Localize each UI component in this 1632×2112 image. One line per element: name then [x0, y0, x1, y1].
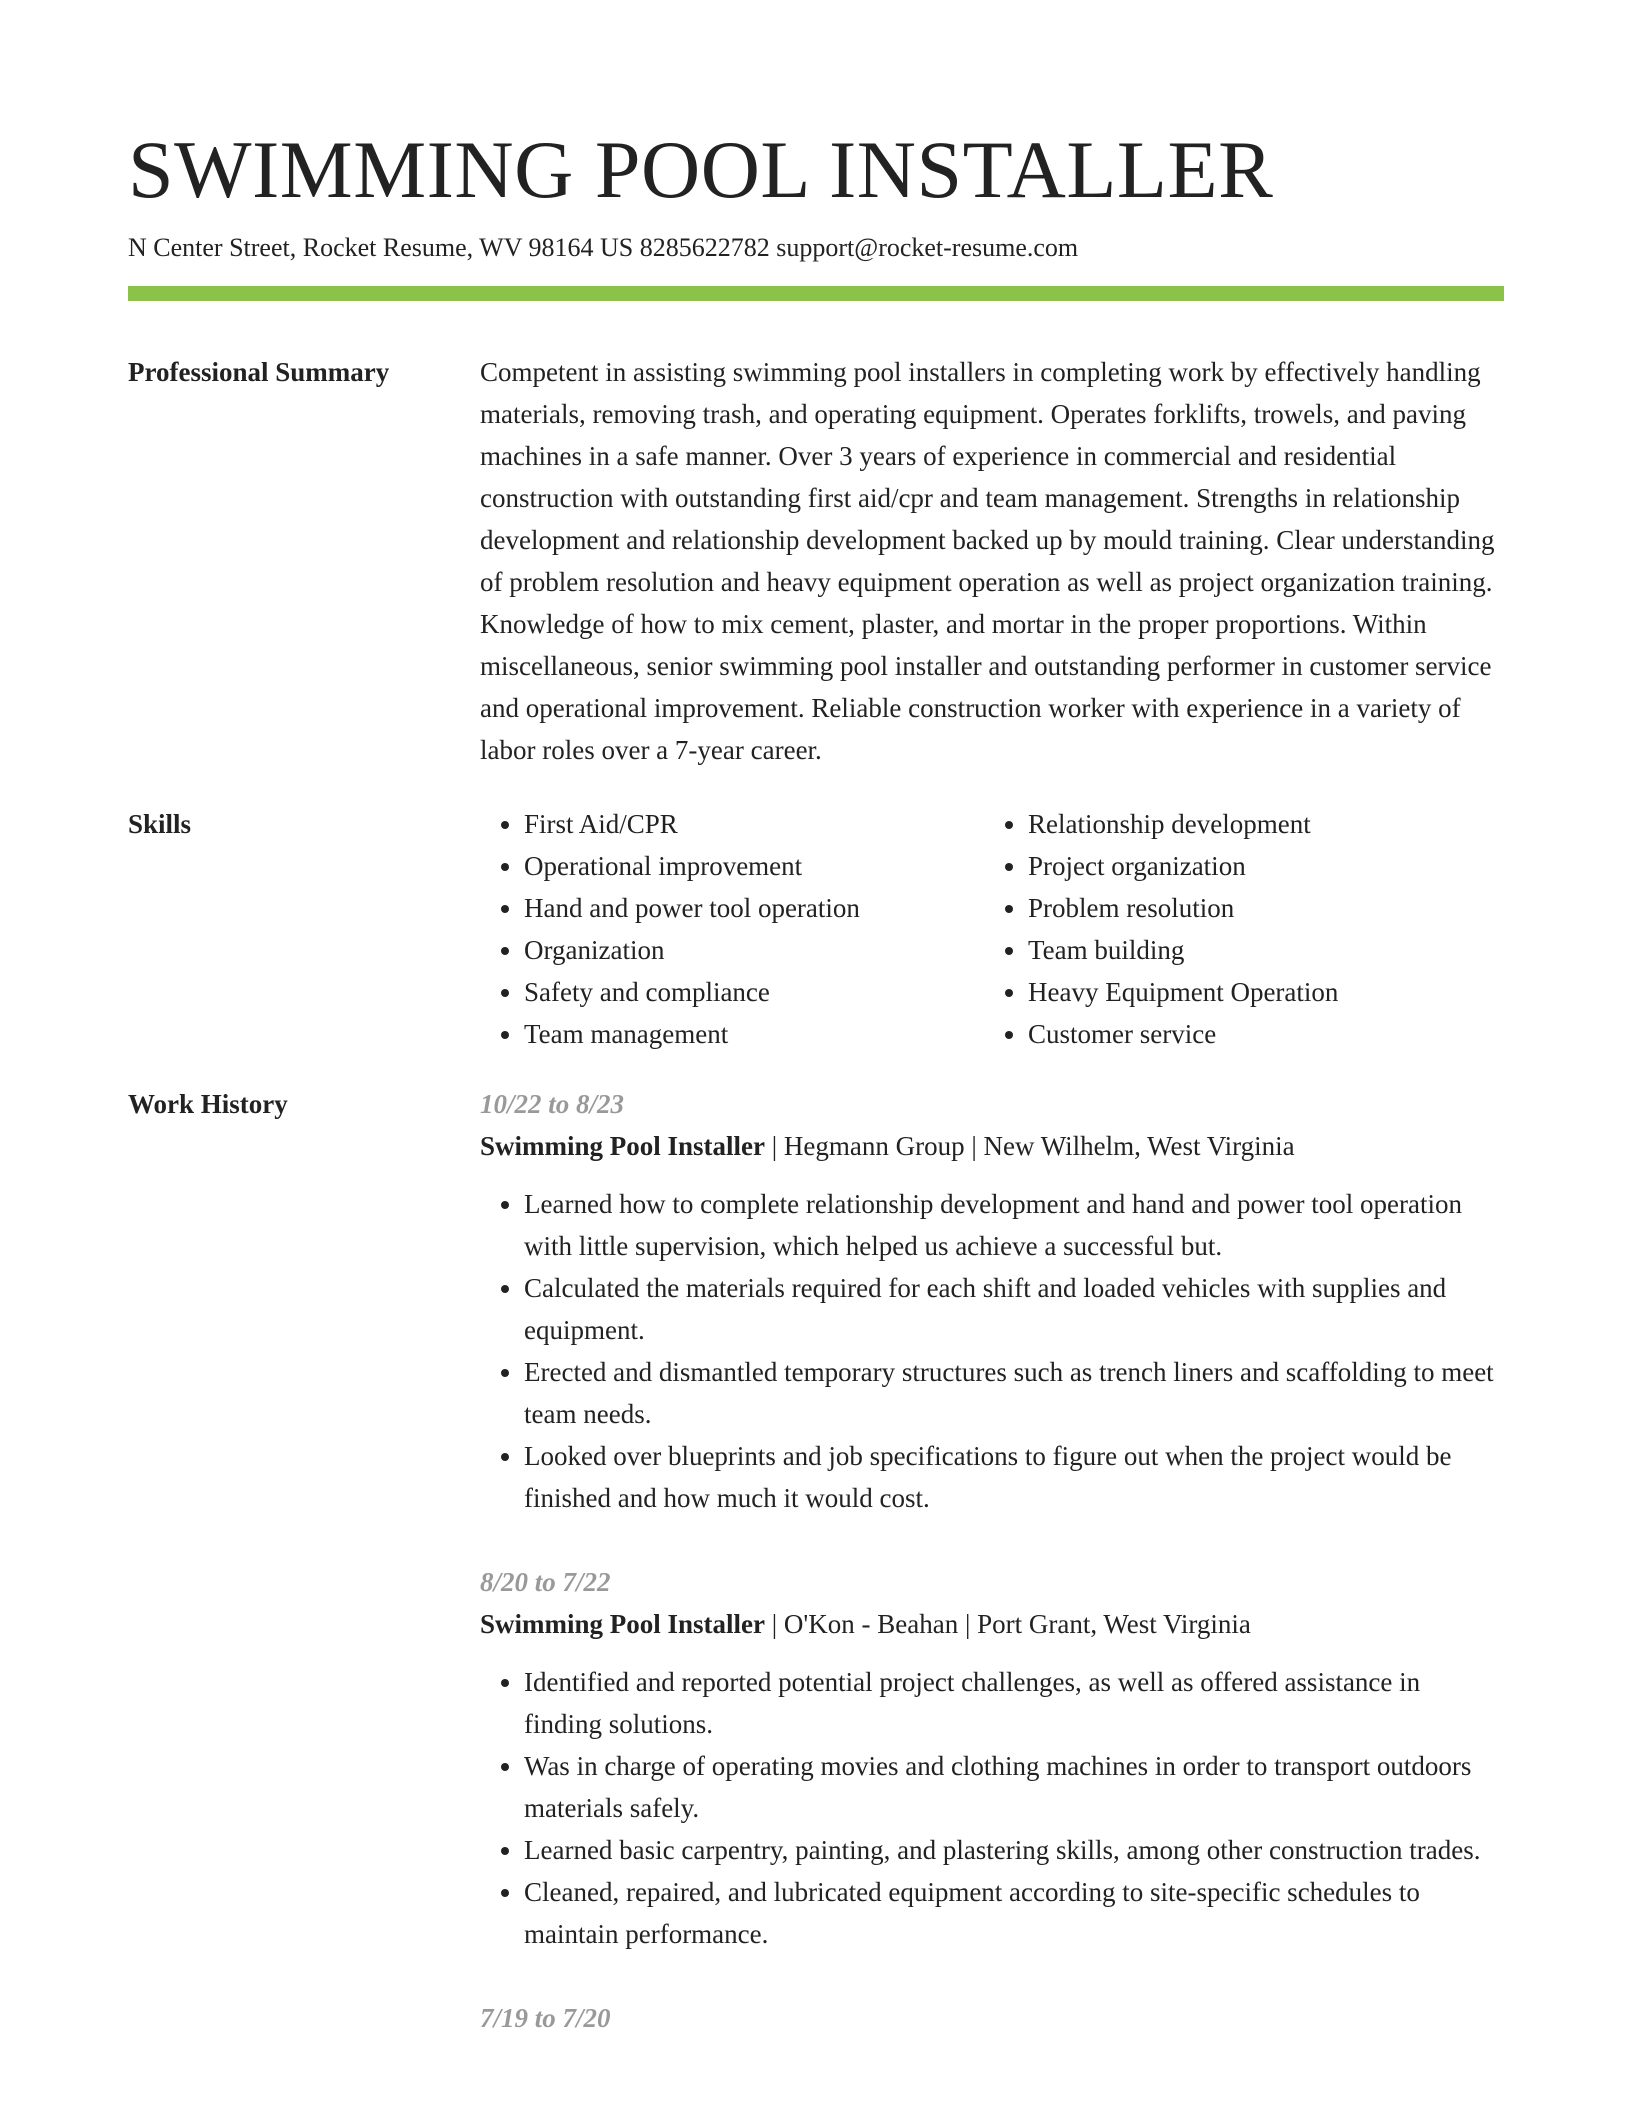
- skill-item: • Problem resolution: [1028, 887, 1338, 929]
- skills-grid: [480, 803, 1504, 1055]
- job-entry: [480, 1083, 1504, 1519]
- work-history-label: Work History: [128, 1089, 288, 1119]
- skill-item: • Operational improvement: [524, 845, 984, 887]
- skill-item: • Relationship development: [1028, 803, 1338, 845]
- accent-divider: [128, 286, 1504, 301]
- skills-list-left: [480, 803, 984, 1055]
- summary-body: [480, 351, 1504, 771]
- job-employer-location: | O'Kon - Beahan | Port Grant, West Virginia: [765, 1609, 1251, 1639]
- job-bullet: • Identified and reported potential project challenges, as well as offered assistance in finding solutions.: [524, 1661, 1504, 1745]
- job-dates: 7/19 to 7/20: [480, 2003, 611, 2033]
- skill-item: • Safety and compliance: [524, 971, 984, 1013]
- summary-section: [128, 351, 1504, 771]
- resume-page: [128, 120, 1504, 2081]
- skill-item: • Organization: [524, 929, 984, 971]
- job-dates: 8/20 to 7/22: [480, 1567, 611, 1597]
- skill-item: • Team building: [1028, 929, 1338, 971]
- skill-item: • Heavy Equipment Operation: [1028, 971, 1338, 1013]
- job-bullet: • Erected and dismantled temporary structures such as trench liners and scaffolding to meet team needs.: [524, 1351, 1504, 1435]
- skill-item: • Hand and power tool operation: [524, 887, 984, 929]
- summary-text: Competent in assisting swimming pool installers in completing work by effectively handling materials, removing trash, and operating equipment. Operates forklifts, trowels, and paving machines in a safe manner. Over 3 years of experience in commercial and residential construction with outstanding first aid/cpr and team management. Strengths in relationship development and relationship development backed up by mould training. Clear understanding of problem resolution and heavy equipment operation as well as project organization training. Knowledge of how to mix cement, plaster, and mortar in the proper proportions. Within miscellaneous, senior swimming pool installer and outstanding performer in customer service and operational improvement. Reliable construction worker with experience in a variety of labor roles over a 7-year career.: [480, 357, 1495, 765]
- job-bullets: [480, 1661, 1504, 1955]
- skill-item: • Project organization: [1028, 845, 1338, 887]
- work-history-section: [128, 1083, 1504, 2081]
- job-entry: [480, 1997, 1504, 2039]
- job-entry: [480, 1561, 1504, 1955]
- job-title: Swimming Pool Installer: [480, 1609, 766, 1639]
- summary-label: Professional Summary: [128, 357, 390, 387]
- job-bullet: • Cleaned, repaired, and lubricated equipment according to site-specific schedules to maintain performance.: [524, 1871, 1504, 1955]
- skills-label: Skills: [128, 809, 192, 839]
- job-dates: 10/22 to 8/23: [480, 1089, 625, 1119]
- skill-item: • Customer service: [1028, 1013, 1338, 1055]
- contact-line: N Center Street, Rocket Resume, WV 98164 US 8285622782 support@rocket-resume.com: [128, 233, 1079, 262]
- work-history-body: [480, 1083, 1504, 2081]
- skill-item: • Team management: [524, 1013, 984, 1055]
- job-bullet: • Learned how to complete relationship development and hand and power tool operation with little supervision, which helped us achieve a successful but.: [524, 1183, 1504, 1267]
- job-bullet: • Was in charge of operating movies and clothing machines in order to transport outdoors materials safely.: [524, 1745, 1504, 1829]
- job-bullet: • Learned basic carpentry, painting, and plastering skills, among other construction trades.: [524, 1829, 1504, 1871]
- skill-item: • First Aid/CPR: [524, 803, 984, 845]
- job-title: Swimming Pool Installer: [480, 1131, 766, 1161]
- job-bullet: • Looked over blueprints and job specifications to figure out when the project would be finished and how much it would cost.: [524, 1435, 1504, 1519]
- job-bullet: • Calculated the materials required for each shift and loaded vehicles with supplies and equipment.: [524, 1267, 1504, 1351]
- job-heading: [480, 1125, 1504, 1167]
- job-bullets: [480, 1183, 1504, 1519]
- skills-list-right: [984, 803, 1338, 1055]
- job-heading: [480, 1603, 1504, 1645]
- skills-section: [128, 803, 1504, 1055]
- candidate-name: SWIMMING POOL INSTALLER: [128, 124, 1274, 215]
- job-employer-location: | Hegmann Group | New Wilhelm, West Virginia: [765, 1131, 1295, 1161]
